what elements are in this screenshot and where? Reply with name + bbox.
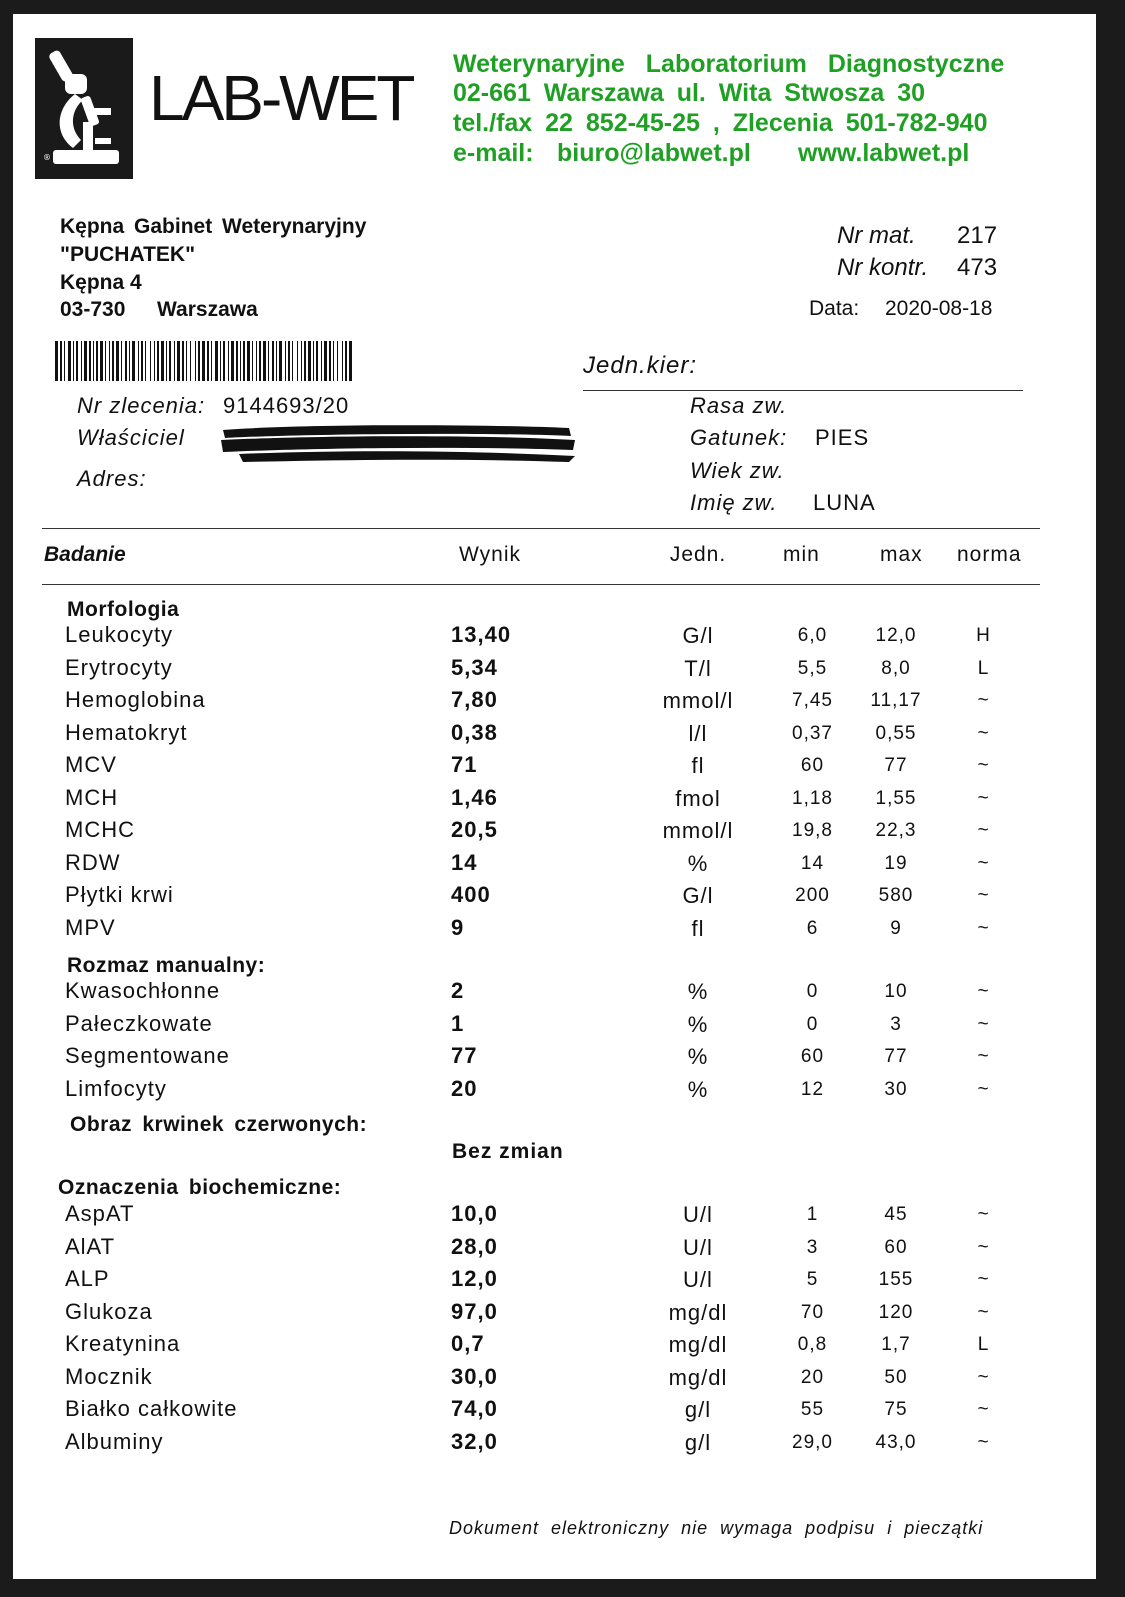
test-name: AlAT — [65, 1233, 116, 1259]
min-value: 6,0 — [797, 625, 828, 646]
norm-flag: ~ — [977, 1013, 989, 1035]
norm-flag: ~ — [977, 755, 989, 776]
max-value: 22,3 — [875, 820, 917, 841]
unit-value: fl — [691, 915, 705, 941]
min-value: 1 — [806, 1204, 819, 1225]
max-value: 77 — [884, 755, 908, 776]
unit-value: fl — [691, 753, 705, 778]
unit-value: G/l — [682, 623, 714, 648]
clinic-city: Warszawa — [157, 298, 258, 321]
table-row — [13, 980, 1096, 1010]
lab-address: 02-661 Warszawa ul. Wita Stwosza 30 — [453, 79, 926, 107]
divider — [583, 390, 1023, 391]
unit-value: G/l — [682, 883, 714, 908]
section-title: Obraz krwinek czerwonych: — [70, 1113, 368, 1136]
min-value: 55 — [800, 1399, 825, 1420]
test-name: Hematokryt — [65, 719, 188, 745]
col-header-result: Wynik — [459, 543, 521, 566]
clinic-subname: "PUCHATEK" — [60, 243, 196, 266]
min-value: 14 — [800, 852, 825, 874]
order-number-value: 9144693/20 — [223, 393, 350, 418]
max-value: 45 — [884, 1204, 908, 1225]
min-value: 1,18 — [792, 787, 833, 809]
test-name: MPV — [65, 914, 116, 940]
result-value: 2 — [451, 978, 465, 1003]
max-value: 50 — [884, 1366, 908, 1388]
norm-flag: L — [977, 1334, 989, 1355]
max-value: 3 — [890, 1013, 902, 1035]
animal-name-value: LUNA — [813, 490, 876, 515]
min-value: 19,8 — [792, 820, 833, 841]
footer-note: Dokument elektroniczny nie wymaga podpisu i pieczątki — [449, 1518, 984, 1538]
date-label: Data: — [809, 297, 860, 320]
table-row — [13, 1233, 1096, 1266]
address-label: Adres: — [77, 466, 147, 491]
unit-value: U/l — [683, 1202, 713, 1227]
test-name: MCH — [65, 784, 119, 810]
lab-website: www.labwet.pl — [798, 139, 970, 167]
result-value: 28,0 — [451, 1233, 498, 1259]
lab-name: Weterynaryjne Laboratorium Diagnostyczne — [453, 50, 1005, 78]
col-header-test: Badanie — [44, 543, 126, 566]
table-row — [13, 754, 1096, 784]
unit-value: mg/dl — [668, 1299, 728, 1325]
max-value: 12,0 — [875, 625, 917, 646]
table-row — [13, 819, 1096, 849]
owner-label: Właściciel — [77, 425, 185, 450]
test-name: Leukocyty — [65, 622, 174, 647]
nr-kontr-label: Nr kontr. — [837, 254, 929, 281]
min-value: 60 — [800, 1046, 825, 1067]
table-row — [13, 719, 1096, 752]
table-row — [13, 1075, 1096, 1108]
min-value: 5,5 — [797, 657, 828, 679]
max-value: 19 — [884, 852, 908, 874]
min-value: 60 — [800, 755, 825, 776]
max-value: 8,0 — [881, 657, 911, 679]
order-number-label: Nr zlecenia: — [77, 393, 206, 418]
result-value: 77 — [451, 1043, 478, 1068]
lab-phone: tel./fax 22 852-45-25 , Zlecenia 501-782-940 — [453, 109, 988, 137]
test-name: Białko całkowite — [65, 1396, 238, 1421]
test-name: Mocznik — [65, 1363, 153, 1389]
norm-flag: ~ — [977, 852, 989, 874]
col-header-min: min — [783, 543, 820, 566]
section-title: Oznaczenia biochemiczne: — [58, 1176, 342, 1199]
table-row — [13, 849, 1096, 882]
section-title: Rozmaz manualny: — [67, 954, 266, 977]
max-value: 60 — [884, 1236, 908, 1258]
barcode — [55, 341, 355, 386]
result-value: 1 — [451, 1010, 465, 1036]
norm-flag: ~ — [977, 1236, 989, 1258]
breed-label: Rasa zw. — [690, 393, 788, 418]
max-value: 43,0 — [875, 1431, 917, 1453]
divider — [42, 584, 1040, 585]
microscope-logo-icon — [35, 38, 133, 179]
date-value: 2020-08-18 — [885, 297, 993, 320]
test-name: Hemoglobina — [65, 687, 206, 712]
lab-email-label: e-mail: — [453, 139, 534, 167]
max-value: 77 — [884, 1046, 908, 1067]
result-value: 13,40 — [451, 622, 512, 647]
max-value: 580 — [878, 885, 914, 906]
min-value: 7,45 — [792, 690, 833, 711]
norm-flag: ~ — [977, 1301, 989, 1323]
max-value: 1,7 — [881, 1334, 911, 1355]
test-name: MCHC — [65, 817, 135, 842]
unit-value: T/l — [684, 655, 712, 681]
min-value: 0,8 — [797, 1334, 828, 1355]
norm-flag: ~ — [977, 690, 989, 711]
result-value: 20 — [451, 1075, 478, 1101]
test-name: Pałeczkowate — [65, 1010, 213, 1036]
min-value: 5 — [806, 1269, 819, 1290]
result-value: 0,38 — [451, 719, 498, 745]
col-header-max: max — [880, 543, 923, 566]
result-value: 14 — [451, 849, 478, 875]
clinic-street: Kępna 4 — [60, 271, 142, 294]
lab-email: biuro@labwet.pl — [557, 139, 751, 167]
norm-flag: ~ — [977, 885, 989, 906]
norm-flag: ~ — [977, 1366, 989, 1388]
nr-mat-label: Nr mat. — [837, 222, 916, 249]
min-value: 3 — [806, 1236, 819, 1258]
unit-value: g/l — [684, 1397, 712, 1422]
section-title: Morfologia — [67, 598, 180, 621]
test-name: MCV — [65, 752, 117, 777]
norm-flag: ~ — [977, 917, 989, 939]
age-label: Wiek zw. — [690, 458, 785, 483]
nr-mat-value: 217 — [957, 222, 998, 249]
unit-value: mmol/l — [662, 688, 734, 713]
max-value: 11,17 — [870, 690, 922, 711]
test-name: Kreatynina — [65, 1331, 181, 1356]
min-value: 29,0 — [792, 1431, 833, 1453]
max-value: 75 — [884, 1399, 908, 1420]
table-row — [13, 1045, 1096, 1075]
table-row — [13, 1333, 1096, 1363]
unit-value: % — [687, 850, 709, 876]
norm-flag: L — [977, 657, 989, 679]
result-value: 30,0 — [451, 1363, 498, 1389]
test-name: ALP — [65, 1266, 110, 1291]
test-name: RDW — [65, 849, 121, 875]
table-row — [13, 1268, 1096, 1298]
unit-value: U/l — [683, 1267, 713, 1292]
min-value: 70 — [800, 1301, 825, 1323]
min-value: 200 — [795, 885, 830, 906]
table-row — [13, 654, 1096, 687]
result-value: 7,80 — [451, 687, 498, 712]
svg-text:®: ® — [43, 153, 51, 162]
norm-flag: ~ — [977, 722, 989, 744]
norm-flag: ~ — [977, 1269, 989, 1290]
logo-wordmark: LAB-WET — [149, 62, 413, 134]
clinic-name: Kępna Gabinet Weterynaryjny — [60, 215, 367, 238]
test-name: Albuminy — [65, 1428, 164, 1454]
jedn-kier-label: Jedn.kier: — [583, 352, 698, 379]
result-value: 9 — [451, 914, 465, 940]
result-value: 71 — [451, 752, 478, 777]
unit-value: g/l — [684, 1429, 712, 1455]
owner-redaction — [219, 422, 579, 472]
unit-value: fmol — [675, 785, 721, 811]
result-value: 0,7 — [451, 1331, 485, 1356]
min-value: 12 — [800, 1078, 825, 1100]
test-name: Erytrocyty — [65, 654, 173, 680]
table-row — [13, 689, 1096, 719]
clinic-postcode: 03-730 — [60, 298, 126, 321]
unit-value: % — [687, 1076, 709, 1102]
max-value: 30 — [884, 1078, 908, 1100]
rbc-finding: Bez zmian — [452, 1140, 564, 1163]
min-value: 20 — [800, 1366, 825, 1388]
species-label: Gatunek: — [690, 425, 788, 450]
norm-flag: ~ — [977, 820, 989, 841]
norm-flag: ~ — [977, 787, 989, 809]
result-value: 5,34 — [451, 654, 498, 680]
result-value: 400 — [451, 882, 491, 907]
unit-value: mmol/l — [662, 818, 734, 843]
table-row — [13, 914, 1096, 947]
min-value: 6 — [806, 917, 819, 939]
max-value: 155 — [878, 1269, 914, 1290]
test-name: AspAT — [65, 1201, 135, 1226]
test-name: Segmentowane — [65, 1043, 230, 1068]
table-row — [13, 1428, 1096, 1461]
norm-flag: ~ — [977, 1204, 989, 1225]
result-value: 20,5 — [451, 817, 498, 842]
table-row — [13, 1363, 1096, 1396]
col-header-norm: norma — [957, 543, 1022, 566]
result-value: 74,0 — [451, 1396, 498, 1421]
table-row — [13, 1298, 1096, 1331]
max-value: 10 — [884, 981, 908, 1002]
unit-value: l/l — [688, 720, 708, 746]
nr-kontr-value: 473 — [957, 254, 998, 281]
table-row — [13, 884, 1096, 914]
table-row — [13, 624, 1096, 654]
norm-flag: ~ — [977, 1078, 989, 1100]
result-value: 32,0 — [451, 1428, 498, 1454]
min-value: 0,37 — [792, 722, 833, 744]
min-value: 0 — [806, 981, 819, 1002]
unit-value: % — [687, 1011, 709, 1037]
norm-flag: ~ — [977, 1046, 989, 1067]
norm-flag: ~ — [977, 1399, 989, 1420]
test-name: Limfocyty — [65, 1075, 167, 1101]
animal-name-label: Imię zw. — [690, 490, 778, 515]
norm-flag: H — [976, 625, 990, 646]
unit-value: mg/dl — [668, 1332, 728, 1357]
unit-value: U/l — [683, 1234, 713, 1260]
table-row — [13, 784, 1096, 817]
max-value: 120 — [878, 1301, 914, 1323]
test-name: Kwasochłonne — [65, 978, 221, 1003]
col-header-unit: Jedn. — [669, 543, 727, 566]
report-sheet — [13, 14, 1096, 1579]
result-value: 97,0 — [451, 1298, 498, 1324]
max-value: 1,55 — [875, 787, 917, 809]
test-name: Płytki krwi — [65, 882, 174, 907]
species-value: PIES — [815, 425, 870, 450]
unit-value: % — [687, 1044, 709, 1069]
unit-value: mg/dl — [668, 1364, 728, 1390]
divider — [42, 528, 1040, 529]
norm-flag: ~ — [977, 1431, 989, 1453]
min-value: 0 — [806, 1013, 819, 1035]
max-value: 0,55 — [875, 722, 917, 744]
result-value: 12,0 — [451, 1266, 498, 1291]
table-row — [13, 1010, 1096, 1043]
test-name: Glukoza — [65, 1298, 153, 1324]
max-value: 9 — [890, 917, 902, 939]
table-row — [13, 1398, 1096, 1428]
result-value: 10,0 — [451, 1201, 498, 1226]
table-row — [13, 1203, 1096, 1233]
norm-flag: ~ — [977, 981, 989, 1002]
result-value: 1,46 — [451, 784, 498, 810]
unit-value: % — [687, 979, 709, 1004]
